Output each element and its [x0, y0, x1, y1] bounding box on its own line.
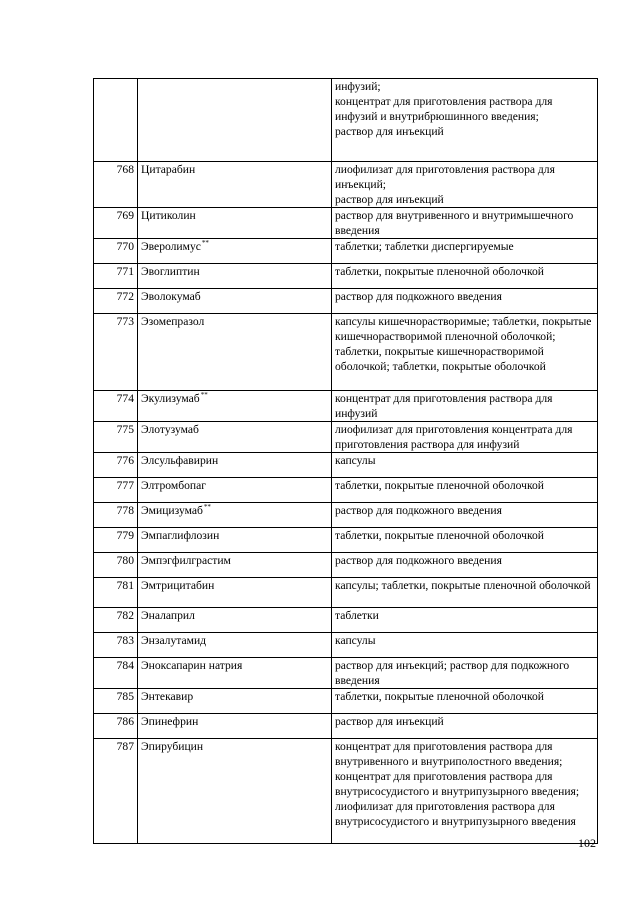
table-row [94, 578, 598, 608]
table-row [94, 391, 598, 422]
drug-name [138, 314, 332, 391]
dosage-form: таблетки; таблетки диспергируемые [332, 239, 598, 264]
table-row [94, 528, 598, 553]
row-number: 770 [94, 239, 138, 264]
dosage-form: таблетки, покрытые пленочной оболочкой [332, 478, 598, 503]
drug-mark: ** [201, 239, 209, 247]
dosage-form: таблетки, покрытые пленочной оболочкой [332, 528, 598, 553]
drug-name [138, 714, 332, 739]
table-row [94, 658, 598, 689]
row-number: 777 [94, 478, 138, 503]
table-row [94, 553, 598, 578]
drug-mark: ** [200, 391, 208, 399]
table-row [94, 689, 598, 714]
drug-name [138, 391, 332, 422]
row-number: 779 [94, 528, 138, 553]
drug-name-text: Эволокумаб [141, 290, 201, 303]
row-number: 773 [94, 314, 138, 391]
drug-name [138, 422, 332, 453]
table-row [94, 453, 598, 478]
row-number: 772 [94, 289, 138, 314]
table-row [94, 239, 598, 264]
table-row [94, 608, 598, 633]
drug-mark: ** [203, 503, 211, 511]
table-row [94, 264, 598, 289]
row-number: 774 [94, 391, 138, 422]
row-number [94, 79, 138, 162]
row-number: 785 [94, 689, 138, 714]
drug-name [138, 658, 332, 689]
row-number: 787 [94, 739, 138, 844]
drug-name [138, 162, 332, 208]
row-number: 775 [94, 422, 138, 453]
dosage-form: концентрат для приготовления раствора для внутривенного и внутриполостного введения; концентрат для приготовления раствора для внутрисосудистого и внутрипузырного введения; лиофилизат для приготовления раствора для внутрисосудистого и внутрипузырного введения [332, 739, 598, 844]
table-row [94, 162, 598, 208]
drug-name-text: Экулизумаб [141, 392, 200, 405]
table-row [94, 633, 598, 658]
table-row [94, 79, 598, 162]
drug-name-text: Элтромбопаг [141, 479, 207, 492]
drug-name [138, 578, 332, 608]
dosage-form: таблетки, покрытые пленочной оболочкой [332, 264, 598, 289]
drug-name-text: Эналаприл [141, 609, 195, 622]
drug-name [138, 528, 332, 553]
drug-name-text: Эноксапарин натрия [141, 659, 243, 672]
dosage-form: капсулы кишечнорастворимые; таблетки, покрытые кишечнорастворимой пленочной оболочкой; таблетки, покрытые кишечнорастворимой оболочкой; таблетки, покрытые оболочкой [332, 314, 598, 391]
drug-name-text: Элотузумаб [141, 423, 199, 436]
drug-name [138, 478, 332, 503]
drug-name-text: Энзалутамид [141, 634, 207, 647]
dosage-form: раствор для внутривенного и внутримышечного введения [332, 208, 598, 239]
drug-name-text: Эвоглиптин [141, 265, 200, 278]
dosage-form: раствор для подкожного введения [332, 503, 598, 528]
drug-name-text: Эзомепразол [141, 315, 205, 328]
drug-name-text: Цитарабин [141, 163, 196, 176]
row-number: 778 [94, 503, 138, 528]
dosage-form: раствор для подкожного введения [332, 289, 598, 314]
dosage-form: инфузий; концентрат для приготовления раствора для инфузий и внутрибрюшинного введения; раствор для инъекций [332, 79, 598, 162]
row-number: 782 [94, 608, 138, 633]
dosage-form: капсулы; таблетки, покрытые пленочной оболочкой [332, 578, 598, 608]
row-number: 783 [94, 633, 138, 658]
drug-name-text: Эмтрицитабин [141, 579, 215, 592]
dosage-form: таблетки [332, 608, 598, 633]
table-row [94, 739, 598, 844]
drug-name-text: Эмпаглифлозин [141, 529, 220, 542]
row-number: 780 [94, 553, 138, 578]
drug-name [138, 608, 332, 633]
table-body [94, 79, 598, 844]
drug-name [138, 264, 332, 289]
drug-name-text: Эпинефрин [141, 715, 199, 728]
dosage-form: раствор для подкожного введения [332, 553, 598, 578]
drug-name [138, 689, 332, 714]
drug-table [93, 78, 598, 844]
drug-name [138, 633, 332, 658]
dosage-form: таблетки, покрытые пленочной оболочкой [332, 689, 598, 714]
drug-name [138, 239, 332, 264]
row-number: 781 [94, 578, 138, 608]
table-row [94, 714, 598, 739]
drug-name-text: Энтекавир [141, 690, 194, 703]
drug-name-text: Эпирубицин [141, 740, 204, 753]
row-number: 771 [94, 264, 138, 289]
dosage-form: лиофилизат для приготовления раствора для инъекций; раствор для инъекций [332, 162, 598, 208]
drug-name-text: Эмицизумаб [141, 504, 203, 517]
dosage-form: раствор для инъекций; раствор для подкожного введения [332, 658, 598, 689]
dosage-form: лиофилизат для приготовления концентрата для приготовления раствора для инфузий [332, 422, 598, 453]
dosage-form: раствор для инъекций [332, 714, 598, 739]
row-number: 768 [94, 162, 138, 208]
drug-name [138, 503, 332, 528]
table-row [94, 422, 598, 453]
drug-name-text: Цитиколин [141, 209, 196, 222]
table-row [94, 478, 598, 503]
table-row [94, 314, 598, 391]
table-row [94, 503, 598, 528]
drug-name [138, 289, 332, 314]
drug-name [138, 739, 332, 844]
row-number: 776 [94, 453, 138, 478]
table-row [94, 208, 598, 239]
row-number: 769 [94, 208, 138, 239]
drug-name-text: Элсульфавирин [141, 454, 219, 467]
drug-name [138, 79, 332, 162]
drug-name-text: Эмпэгфилграстим [141, 554, 231, 567]
dosage-form: концентрат для приготовления раствора для инфузий [332, 391, 598, 422]
drug-name [138, 553, 332, 578]
page-number: 102 [578, 836, 596, 850]
table-row [94, 289, 598, 314]
drug-name [138, 208, 332, 239]
row-number: 786 [94, 714, 138, 739]
row-number: 784 [94, 658, 138, 689]
drug-name-text: Эверолимус [141, 240, 201, 253]
drug-name [138, 453, 332, 478]
dosage-form: капсулы [332, 453, 598, 478]
dosage-form: капсулы [332, 633, 598, 658]
